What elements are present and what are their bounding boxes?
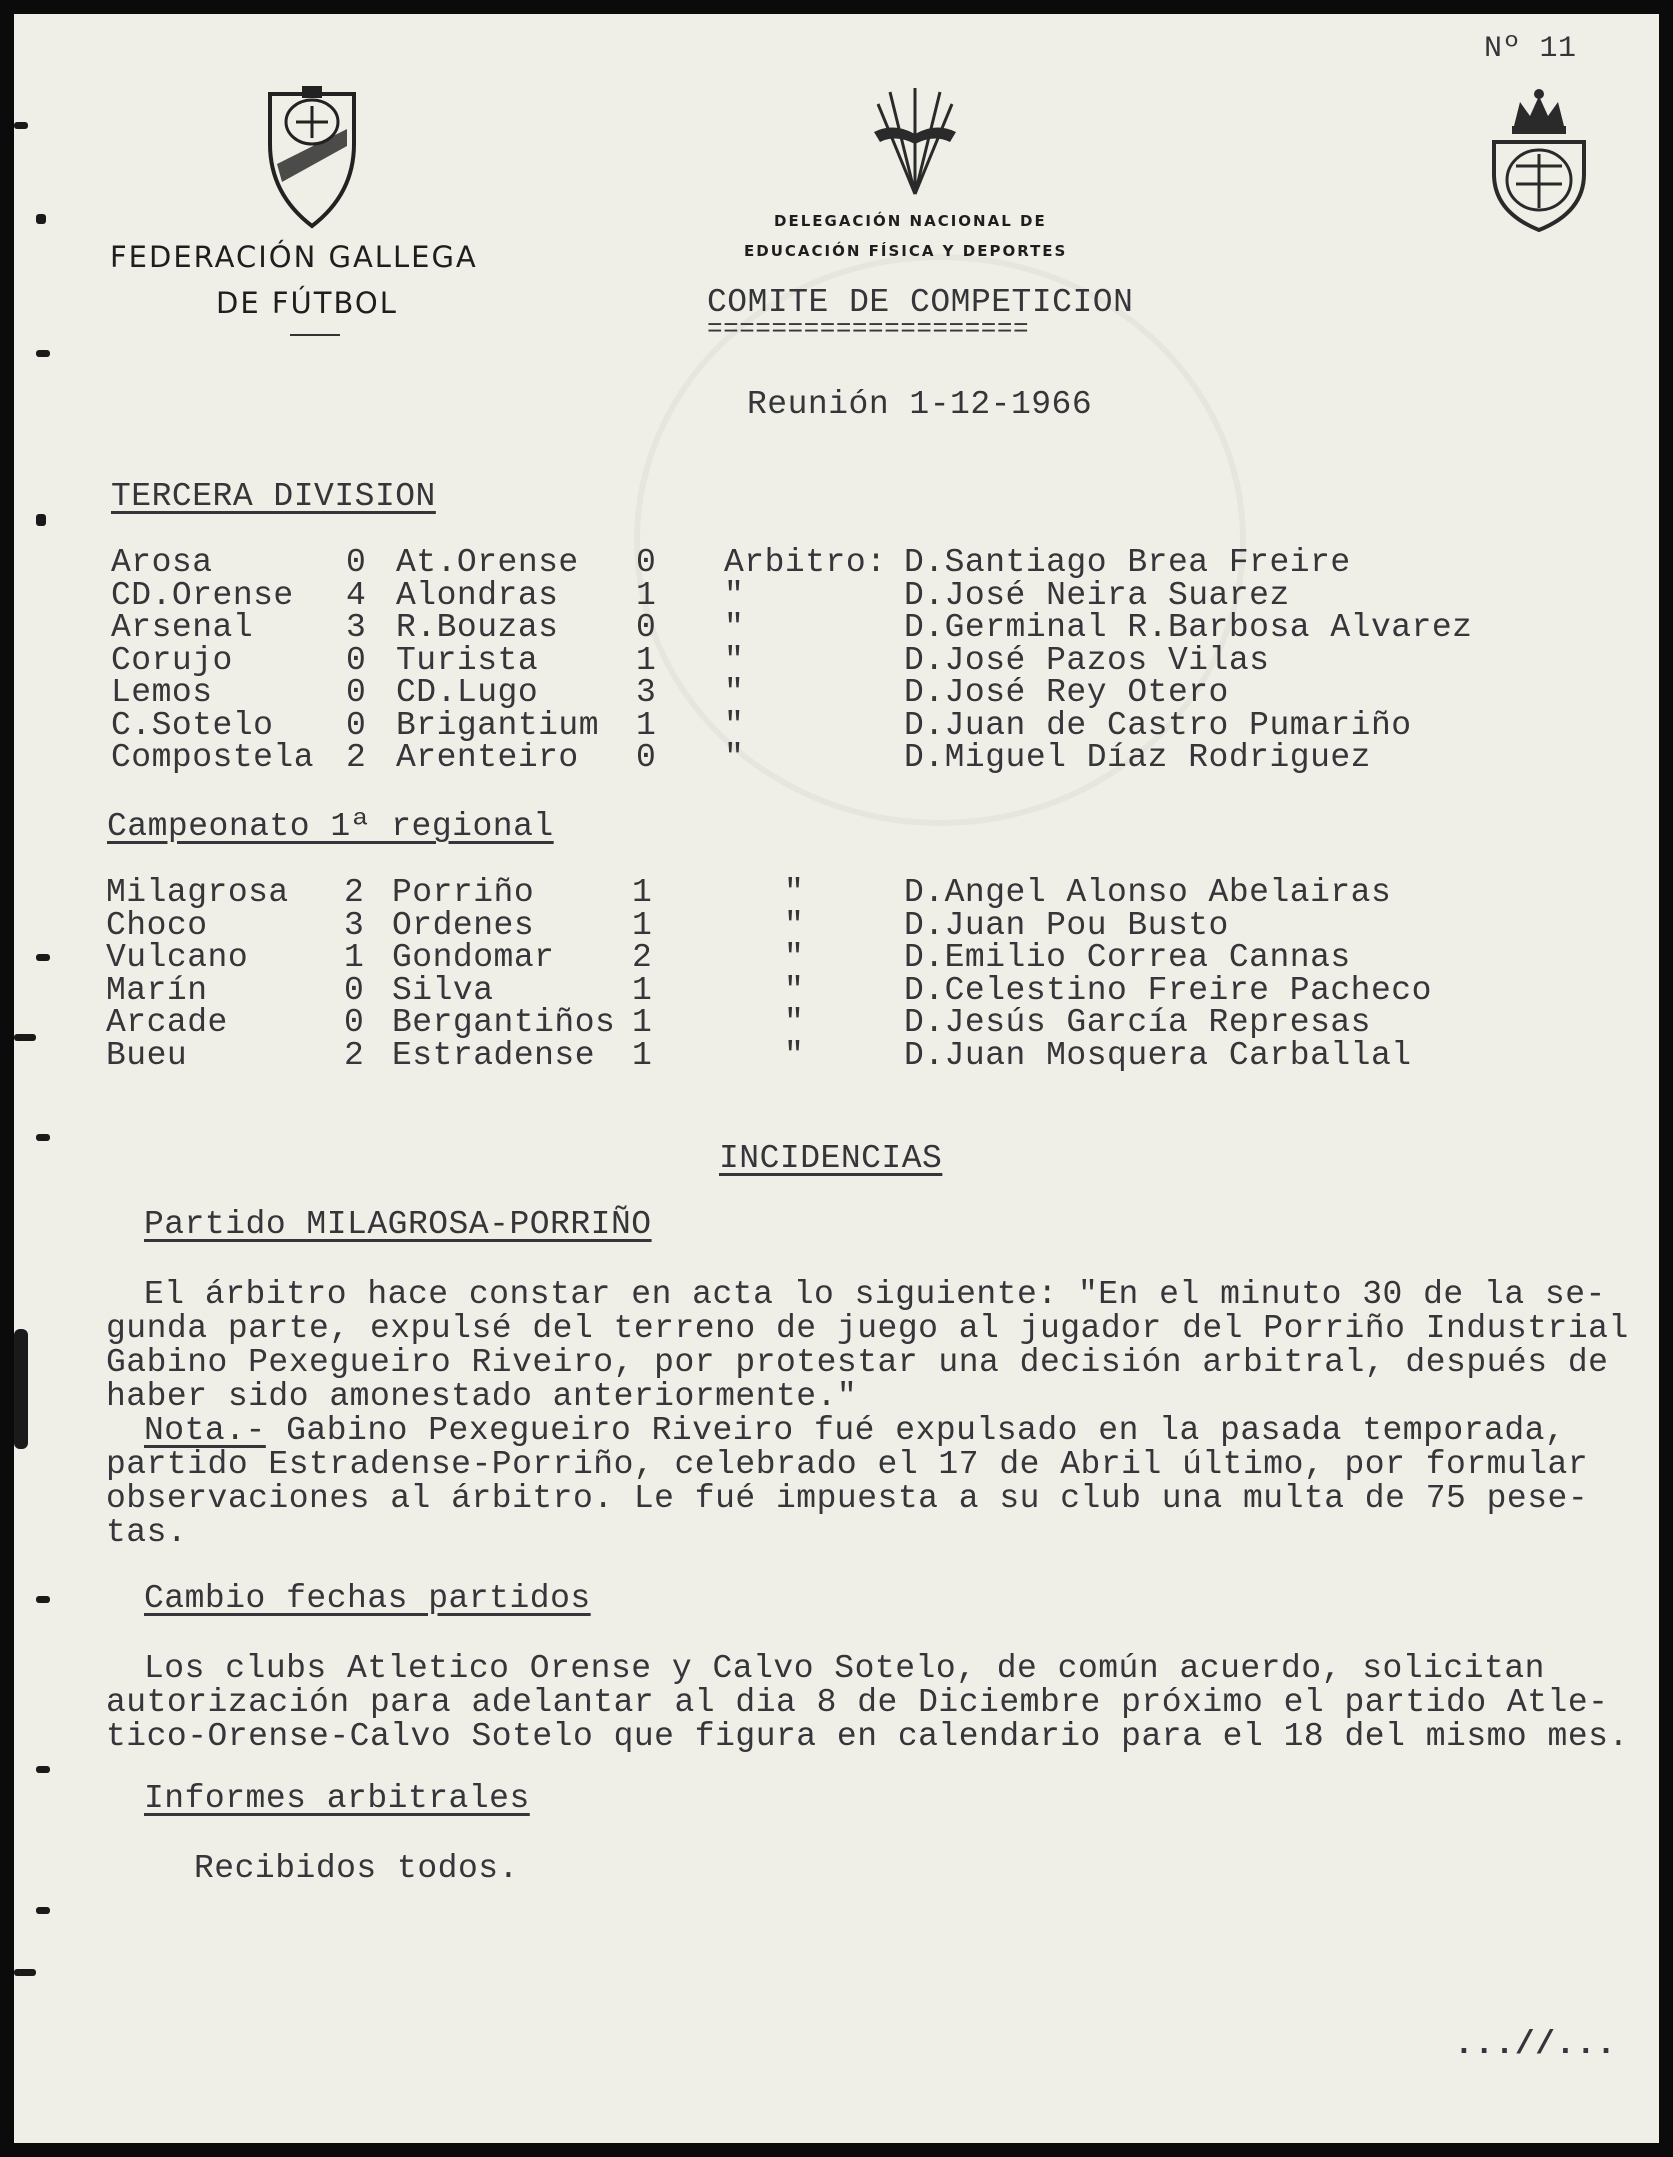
away-team: R.Bouzas: [396, 609, 559, 646]
home-team: Bueu: [106, 1036, 188, 1074]
meeting-date: Reunión 1-12-1966: [747, 386, 1093, 423]
home-team: Marín: [106, 971, 208, 1009]
away-goals: 1: [632, 906, 653, 944]
referee-name: D.José Rey Otero: [904, 674, 1229, 711]
referee-label: ": [724, 674, 745, 711]
incidencias-heading: INCIDENCIAS: [719, 1140, 943, 1177]
incident-paragraph-line: Gabino Pexegueiro Riveiro, por protestar una decisión arbitral, después de: [106, 1344, 1609, 1381]
home-team: Arcade: [106, 1004, 228, 1041]
yoke-arrows-emblem: [870, 82, 960, 198]
cambio-line: tico-Orense-Calvo Sotelo que figura en calendario para el 18 del mismo mes.: [106, 1718, 1629, 1755]
referee-name: D.Santiago Brea Freire: [904, 544, 1351, 581]
cambio-fechas-heading: Cambio fechas partidos: [144, 1580, 591, 1617]
cambio-line: Los clubs Atletico Orense y Calvo Sotelo, de común acuerdo, solicitan: [144, 1650, 1545, 1687]
home-team: Arosa: [111, 544, 213, 581]
away-goals: 1: [632, 1004, 653, 1041]
binding-mark: [36, 514, 46, 526]
away-goals: 0: [636, 739, 657, 776]
tercera-division-heading: TERCERA DIVISION: [111, 478, 436, 515]
referee-label: ": [784, 1036, 805, 1074]
home-goals: 1: [344, 939, 365, 976]
referee-label: Arbitro:: [724, 544, 887, 581]
referee-name: D.José Pazos Vilas: [904, 641, 1270, 679]
away-goals: 1: [636, 641, 657, 679]
away-goals: 0: [636, 609, 657, 646]
referee-label: ": [784, 1004, 805, 1041]
referee-label: ": [784, 939, 805, 976]
crown-crest-logo: [1484, 84, 1594, 234]
home-goals: 2: [344, 1036, 365, 1074]
referee-label: ": [724, 576, 745, 614]
away-team: Ordenes: [392, 906, 535, 944]
binding-mark: [14, 1969, 36, 1976]
incident-paragraph-line: haber sido amonestado anteriormente.": [106, 1378, 858, 1415]
nota-continuation-line: partido Estradense-Porriño, celebrado el 17 de Abril último, por formular: [106, 1446, 1589, 1483]
federation-name-line1: FEDERACIÓN GALLEGA: [110, 240, 478, 274]
binding-mark: [36, 1134, 50, 1141]
away-goals: 2: [632, 939, 653, 976]
away-team: Estradense: [392, 1036, 596, 1074]
home-team: Milagrosa: [106, 874, 289, 911]
informes-text: Recibidos todos.: [194, 1850, 519, 1887]
binding-mark: [36, 1907, 50, 1914]
document-page: [14, 14, 1659, 2143]
regional-heading: Campeonato 1ª regional: [107, 808, 554, 845]
away-goals: 1: [636, 576, 657, 614]
referee-name: D.Juan Mosquera Carballal: [904, 1036, 1412, 1074]
referee-label: ": [784, 971, 805, 1009]
referee-label: ": [724, 706, 745, 744]
home-goals: 4: [346, 576, 367, 614]
home-goals: 0: [344, 971, 365, 1009]
nota-continuation-line: tas.: [106, 1514, 188, 1551]
referee-name: D.Miguel Díaz Rodriguez: [904, 739, 1371, 776]
match-incident-heading: Partido MILAGROSA-PORRIÑO: [144, 1206, 652, 1243]
away-team: Gondomar: [392, 939, 555, 976]
cambio-line: autorización para adelantar al dia 8 de Diciembre próximo el partido Atle-: [106, 1684, 1609, 1721]
nota-text: Gabino Pexegueiro Riveiro fué expulsado en la pasada temporada,: [265, 1412, 1566, 1449]
federation-shield-logo: [262, 84, 362, 234]
home-goals: 0: [346, 674, 367, 711]
away-team: Bergantiños: [392, 1004, 616, 1041]
referee-name: D.Celestino Freire Pacheco: [904, 971, 1432, 1009]
federation-name-line2: DE FÚTBOL: [216, 286, 398, 320]
referee-name: D.Juan Pou Busto: [904, 906, 1229, 944]
away-team: Silva: [392, 971, 494, 1009]
binding-mark: [36, 1766, 50, 1773]
away-team: Alondras: [396, 576, 559, 614]
page-number: Nº 11: [1484, 32, 1577, 66]
referee-name: D.Angel Alonso Abelairas: [904, 874, 1392, 911]
binding-mark: [14, 1329, 28, 1449]
referee-name: D.José Neira Suarez: [904, 576, 1290, 614]
referee-name: D.Emilio Correa Cannas: [904, 939, 1351, 976]
binding-mark: [14, 1034, 36, 1041]
home-team: Choco: [106, 906, 208, 944]
nota-continuation-line: observaciones al árbitro. Le fué impuesta a su club una multa de 75 pese-: [106, 1480, 1589, 1517]
home-goals: 3: [344, 906, 365, 944]
away-goals: 1: [636, 706, 657, 744]
home-goals: 2: [344, 874, 365, 911]
incident-paragraph-line: El árbitro hace constar en acta lo siguiente: "En el minuto 30 de la se-: [144, 1276, 1606, 1313]
binding-mark: [36, 1596, 50, 1603]
referee-name: D.Germinal R.Barbosa Alvarez: [904, 609, 1473, 646]
home-goals: 0: [344, 1004, 365, 1041]
home-team: Lemos: [111, 674, 213, 711]
referee-label: ": [724, 739, 745, 776]
away-team: Turista: [396, 641, 539, 679]
home-goals: 0: [346, 544, 367, 581]
committee-title-rule: ====================: [707, 314, 1030, 344]
referee-label: ": [784, 906, 805, 944]
home-goals: 0: [346, 706, 367, 744]
away-team: Brigantium: [396, 706, 600, 744]
referee-name: D.Jesús García Represas: [904, 1004, 1371, 1041]
nota-line: [144, 1412, 1565, 1449]
continuation-mark: ...//...: [1454, 2026, 1617, 2063]
binding-mark: [36, 954, 50, 961]
delegation-line2: EDUCACIÓN FÍSICA Y DEPORTES: [744, 242, 1068, 260]
incident-paragraph-line: gunda parte, expulsé del terreno de juego al jugador del Porriño Industrial: [106, 1310, 1629, 1347]
referee-name: D.Juan de Castro Pumariño: [904, 706, 1412, 744]
away-goals: 1: [632, 874, 653, 911]
home-goals: 2: [346, 739, 367, 776]
home-goals: 0: [346, 641, 367, 679]
binding-mark: [36, 214, 46, 224]
home-team: C.Sotelo: [111, 706, 274, 744]
home-team: Compostela: [111, 739, 315, 776]
referee-label: ": [784, 874, 805, 911]
away-goals: 1: [632, 971, 653, 1009]
home-goals: 3: [346, 609, 367, 646]
home-team: Corujo: [111, 641, 233, 679]
away-team: Porriño: [392, 874, 535, 911]
binding-mark: [36, 350, 50, 357]
away-goals: 3: [636, 674, 657, 711]
nota-label: Nota.-: [144, 1412, 266, 1449]
away-team: At.Orense: [396, 544, 579, 581]
away-team: Arenteiro: [396, 739, 579, 776]
referee-label: ": [724, 641, 745, 679]
away-goals: 0: [636, 544, 657, 581]
home-team: Vulcano: [106, 939, 249, 976]
home-team: Arsenal: [111, 609, 254, 646]
home-team: CD.Orense: [111, 576, 294, 614]
informes-heading: Informes arbitrales: [144, 1780, 530, 1817]
binding-mark: [14, 122, 28, 129]
away-goals: 1: [632, 1036, 653, 1074]
federation-divider: [290, 334, 340, 336]
committee-title: COMITE DE COMPETICION: [707, 284, 1134, 321]
delegation-line1: DELEGACIÓN NACIONAL DE: [774, 212, 1047, 230]
away-team: CD.Lugo: [396, 674, 539, 711]
referee-label: ": [724, 609, 745, 646]
